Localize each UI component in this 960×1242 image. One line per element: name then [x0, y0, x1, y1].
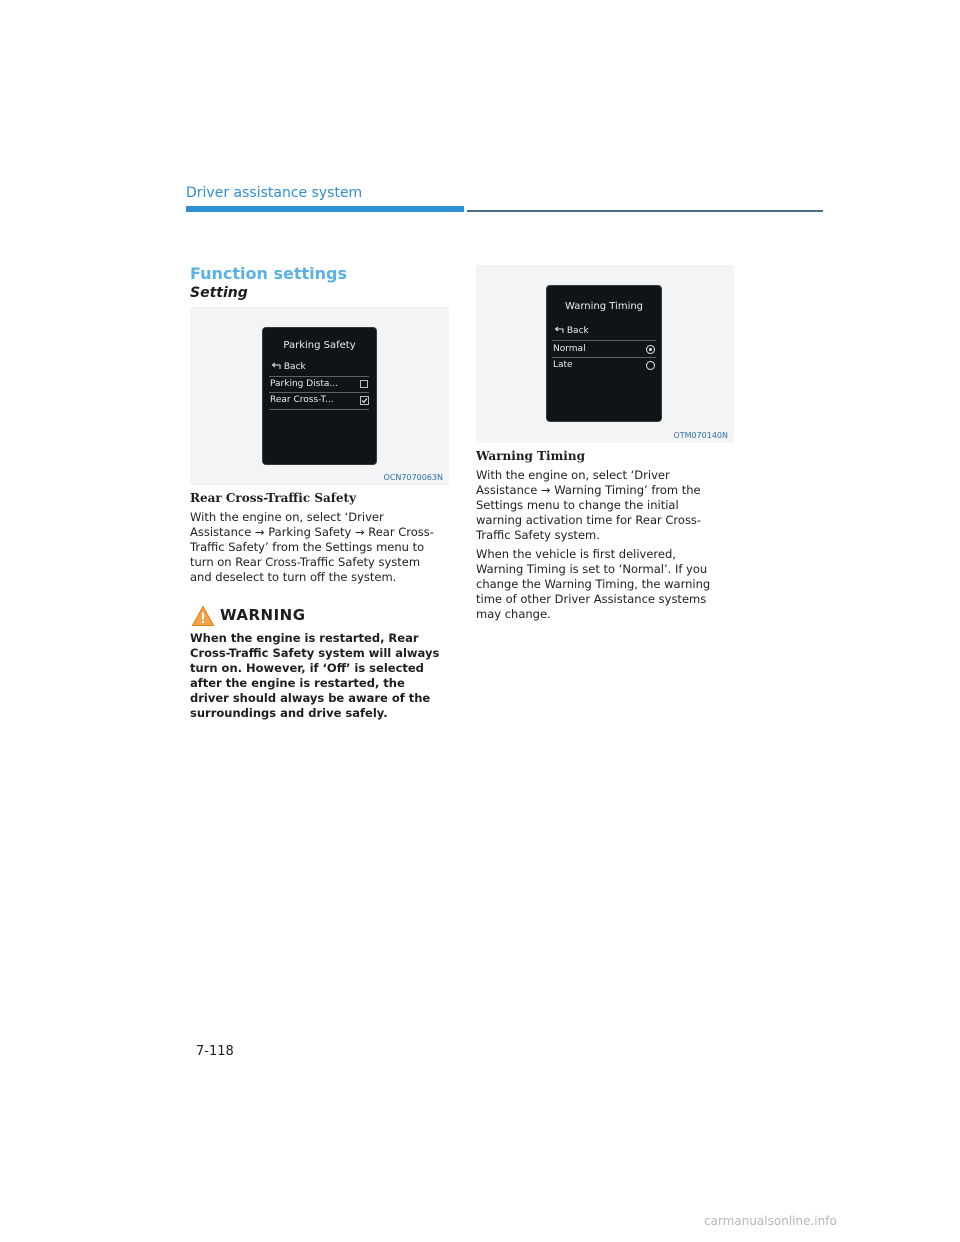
text-line: Settings menu to change the initial: [476, 498, 679, 512]
text-line: warning activation time for Rear Cross-: [476, 513, 702, 527]
back-menu-item: [554, 326, 589, 336]
cluster-screen-parking-safety: [262, 327, 377, 465]
menu-item-rear-cross-traffic: [269, 393, 371, 408]
rear-cross-traffic-heading: Rear Cross-Traffic Safety: [190, 491, 357, 505]
warning-text: [190, 631, 452, 721]
text-line: surroundings and drive safely.: [190, 706, 388, 720]
menu-item-label: Parking Dista...: [270, 379, 338, 389]
text-line: With the engine on, select ‘Driver: [190, 510, 384, 524]
section-title: Driver assistance system: [186, 185, 363, 201]
checkbox-checked-icon: [360, 396, 369, 405]
menu-divider: [269, 409, 369, 410]
page-number: 7-118: [196, 1044, 234, 1059]
menu-item-label: Late: [553, 360, 573, 370]
text-line: When the engine is restarted, Rear: [190, 631, 419, 645]
cluster-screen-warning-timing: [546, 285, 662, 422]
text-line: Cross-Traffic Safety system will always: [190, 646, 440, 660]
screen-title: Warning Timing: [564, 301, 644, 312]
text-line: With the engine on, select ‘Driver: [476, 468, 670, 482]
menu-item-label: Normal: [553, 344, 586, 354]
text-line: driver should always be aware of the: [190, 691, 431, 705]
text-line: turn on Rear Cross-Traffic Safety system: [190, 555, 421, 569]
watermark: carmanualsonline.info: [704, 1214, 837, 1228]
rear-cross-traffic-description: [190, 510, 434, 585]
menu-item-label: Rear Cross-T...: [270, 395, 334, 405]
menu-item-parking-distance: [269, 377, 371, 392]
header-bar-accent: [186, 206, 464, 212]
warning-timing-paragraph-2: [476, 547, 710, 622]
screen-title: Parking Safety: [283, 340, 356, 351]
function-settings-heading: Function settings: [190, 264, 348, 283]
menu-item-late: [552, 358, 658, 373]
text-line: Assistance → Warning Timing’ from the: [476, 483, 701, 497]
warning-timing-heading: Warning Timing: [476, 449, 585, 463]
text-line: Traffic Safety system.: [476, 528, 600, 542]
menu-divider: [552, 340, 656, 341]
warning-triangle-icon: [191, 605, 215, 627]
menu-item-normal: [552, 342, 658, 357]
figure-code: OTM070140N: [673, 431, 728, 440]
warning-timing-paragraph-1: [476, 468, 701, 543]
text-line: Traffic Safety’ from the Settings menu to: [190, 540, 425, 554]
warning-label: WARNING: [220, 606, 306, 624]
parking-safety-figure: [190, 307, 449, 485]
setting-subheading: Setting: [190, 285, 248, 301]
back-arrow-icon: [554, 326, 564, 334]
text-line: When the vehicle is first delivered,: [476, 547, 676, 561]
warning-timing-figure: [476, 265, 734, 443]
text-line: time of other Driver Assistance systems: [476, 592, 707, 606]
radio-selected-icon: [646, 345, 655, 354]
text-line: turn on. However, if ‘Off’ is selected: [190, 661, 424, 675]
text-line: change the Warning Timing, the warning: [476, 577, 711, 591]
checkbox-unchecked-icon: [360, 380, 368, 388]
text-line: Warning Timing is set to ‘Normal’. If you: [476, 562, 708, 576]
back-arrow-icon: [271, 362, 281, 370]
back-label: Back: [566, 326, 589, 336]
text-line: may change.: [476, 607, 551, 621]
radio-unselected-icon: [646, 361, 655, 370]
figure-code: OCN7070063N: [383, 473, 443, 482]
back-label: Back: [283, 362, 306, 372]
text-line: and deselect to turn off the system.: [190, 570, 397, 584]
back-menu-item: [271, 362, 306, 372]
header-bar-rule: [467, 210, 823, 212]
text-line: Assistance → Parking Safety → Rear Cross-: [190, 525, 434, 539]
text-line: after the engine is restarted, the: [190, 676, 405, 690]
